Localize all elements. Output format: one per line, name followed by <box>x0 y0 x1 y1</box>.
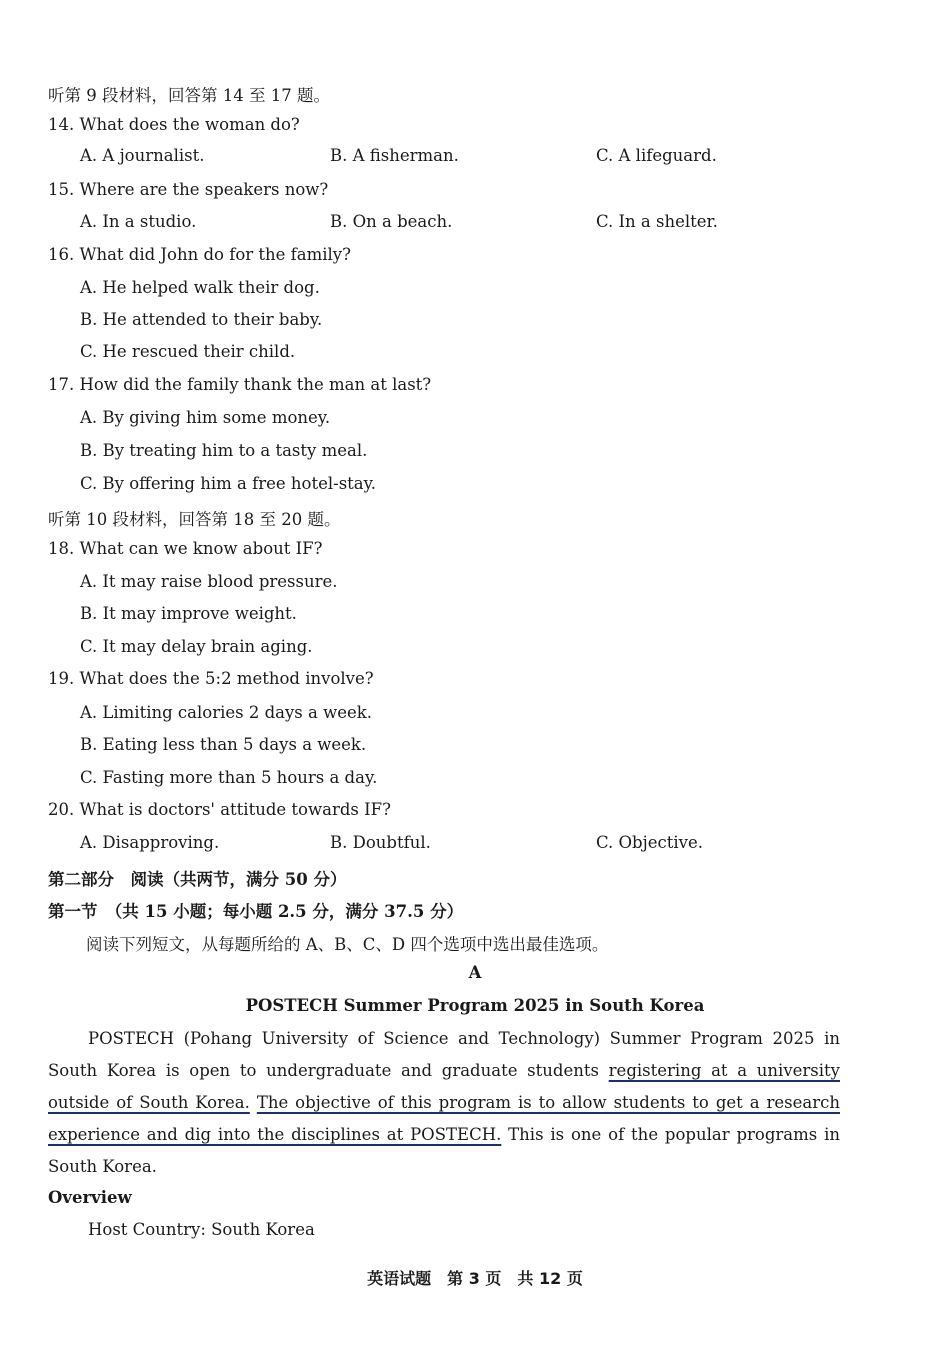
option-a: A. He helped walk their dog. <box>80 278 320 297</box>
question-20: 20. What is doctors' attitude towards IF? <box>48 800 391 819</box>
option-a: A. A journalist. <box>80 146 205 165</box>
instructions: 阅读下列短文，从每题所给的 A、B、C、D 四个选项中选出最佳选项。 <box>86 935 609 954</box>
question-16: 16. What did John do for the family? <box>48 245 351 264</box>
option-c: C. He rescued their child. <box>80 342 296 361</box>
option-b: B. It may improve weight. <box>80 604 297 623</box>
option-c: C. Fasting more than 5 hours a day. <box>80 768 378 787</box>
option-b: B. A fisherman. <box>330 146 459 165</box>
question-17: 17. How did the family thank the man at last? <box>48 375 432 394</box>
option-a: A. It may raise blood pressure. <box>80 572 338 591</box>
option-c: C. It may delay brain aging. <box>80 637 313 656</box>
option-a: A. Limiting calories 2 days a week. <box>80 703 372 722</box>
option-b: B. By treating him to a tasty meal. <box>80 441 368 460</box>
passage-letter: A <box>468 963 482 982</box>
passage-paragraph <box>48 1023 840 1183</box>
option-b: B. Eating less than 5 days a week. <box>80 735 367 754</box>
part2-header: 第二部分 阅读（共两节，满分 50 分） <box>48 870 347 889</box>
host-country: Host Country: South Korea <box>88 1220 315 1239</box>
passage-text: POSTECH (Pohang University of Science and Technology) Summer Program 2025 in South Korea is open to undergraduate and graduate students <box>48 1029 840 1080</box>
option-a: A. In a studio. <box>80 212 197 231</box>
option-b: B. Doubtful. <box>330 833 431 852</box>
question-18: 18. What can we know about IF? <box>48 539 323 558</box>
option-c: C. A lifeguard. <box>596 146 717 165</box>
underlined-phrase: registering at a university outside of South Korea. <box>48 1061 841 1112</box>
overview-heading: Overview <box>48 1188 132 1207</box>
option-c: C. By offering him a free hotel-stay. <box>80 474 377 493</box>
option-c: C. Objective. <box>596 833 703 852</box>
question-14: 14. What does the woman do? <box>48 115 300 134</box>
question-19: 19. What does the 5:2 method involve? <box>48 669 374 688</box>
underlined-sentence: The objective of this program is to allow students to get a research experience and dig into the disciplines at POSTECH. <box>48 1093 840 1144</box>
option-b: B. On a beach. <box>330 212 453 231</box>
question-15: 15. Where are the speakers now? <box>48 180 329 199</box>
page-footer: 英语试题 第 3 页 共 12 页 <box>367 1269 583 1288</box>
section9-header: 听第 9 段材料，回答第 14 至 17 题。 <box>48 86 330 105</box>
option-b: B. He attended to their baby. <box>80 310 323 329</box>
section10-header: 听第 10 段材料，回答第 18 至 20 题。 <box>48 510 341 529</box>
option-c: C. In a shelter. <box>596 212 718 231</box>
option-a: A. By giving him some money. <box>80 408 331 427</box>
passage-text: This is one of the popular programs in South Korea. <box>48 1125 840 1176</box>
option-a: A. Disapproving. <box>80 833 220 852</box>
passage-title: POSTECH Summer Program 2025 in South Korea <box>245 996 705 1015</box>
passage-space <box>250 1093 257 1112</box>
section1-header: 第一节 （共 15 小题；每小题 2.5 分，满分 37.5 分） <box>48 902 464 921</box>
